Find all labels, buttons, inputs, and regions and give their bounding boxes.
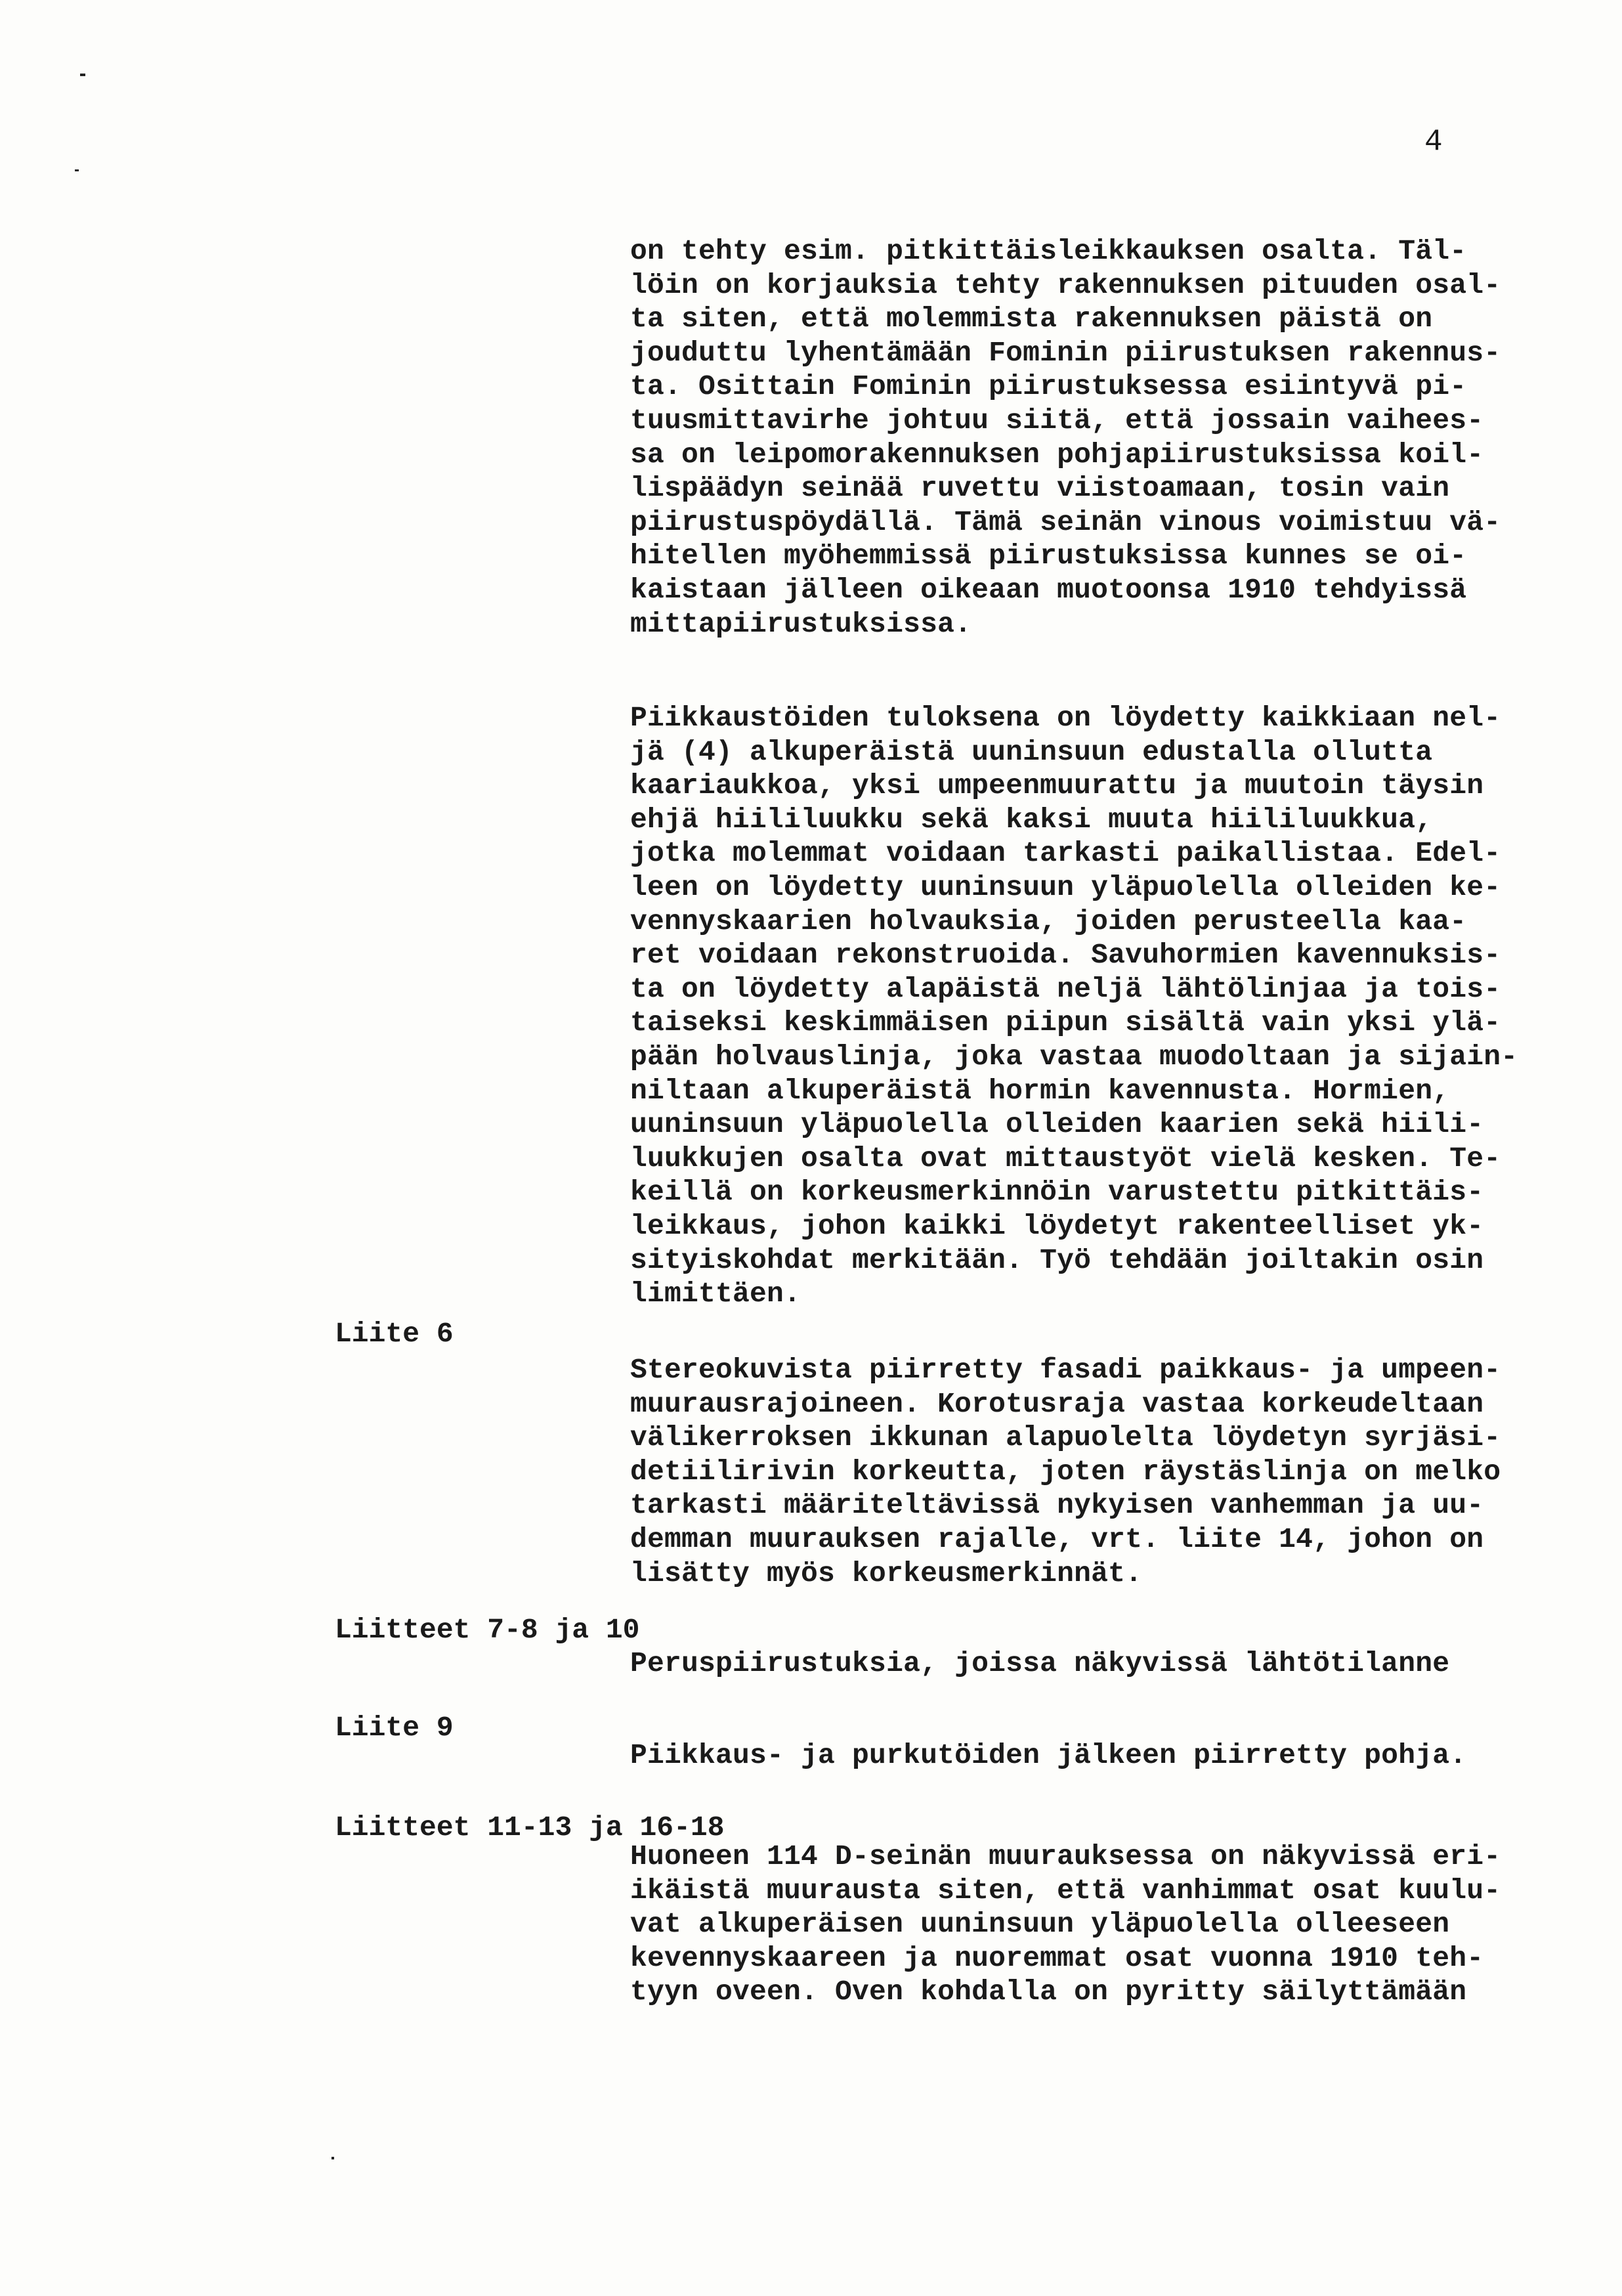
text-line: sa on leipomorakennuksen pohjapiirustuksissa koil-	[630, 438, 1484, 471]
text-line: leikkaus, johon kaikki löydetyt rakenteelliset yk-	[630, 1209, 1484, 1242]
text-line: limittäen.	[630, 1278, 801, 1310]
paragraph-appendix-9	[630, 1739, 1562, 1773]
text-line: Peruspiirustuksia, joissa näkyvissä lähtötilanne	[630, 1647, 1450, 1679]
text-line: ehjä hiililuukku sekä kaksi muuta hiililuukkua,	[630, 803, 1433, 836]
text-line: detiilirivin korkeutta, joten räystäslinja on melko	[630, 1455, 1501, 1488]
text-line: Piikkaus- ja purkutöiden jälkeen piirretty pohja.	[630, 1739, 1467, 1771]
appendix-label: Liitteet 11-13 ja 16-18	[335, 1811, 725, 1844]
text-line: lisätty myös korkeusmerkinnät.	[630, 1557, 1143, 1590]
scan-mark	[331, 2157, 334, 2159]
text-line: ta. Osittain Fominin piirustuksessa esiintyvä pi-	[630, 370, 1467, 403]
appendix-label: Liitteet 7-8 ja 10	[335, 1614, 640, 1646]
text-line: luukkujen osalta ovat mittaustyöt vielä kesken. Te-	[630, 1142, 1501, 1175]
text-line: vennyskaarien holvauksia, joiden perusteella kaa-	[630, 905, 1467, 938]
text-line: jä (4) alkuperäistä uuninsuun edustalla ollutta	[630, 735, 1433, 768]
text-line: tuusmittavirhe johtuu siitä, että jossain vaihees-	[630, 404, 1484, 437]
text-line: löin on korjauksia tehty rakennuksen pituuden osal-	[630, 269, 1501, 301]
text-line: on tehty esim. pitkittäisleikkauksen osalta. Täl-	[630, 235, 1467, 267]
text-line: mittapiirustuksissa.	[630, 607, 972, 640]
text-line: jouduttu lyhentämään Fominin piirustuksen rakennus-	[630, 336, 1501, 369]
appendix-label: Liite 6	[335, 1318, 454, 1350]
text-line: ta on löydetty alapäistä neljä lähtölinjaa ja tois-	[630, 972, 1501, 1005]
text-line: ikäistä muurausta siten, että vanhimmat osat kuulu-	[630, 1874, 1501, 1907]
text-line: demman muurauksen rajalle, vrt. liite 14, johon on	[630, 1523, 1484, 1555]
text-line: muurausrajoineen. Korotusraja vastaa korkeudeltaan	[630, 1387, 1484, 1420]
text-line: ta siten, että molemmista rakennuksen päistä on	[630, 303, 1433, 336]
paragraph-appendix-6	[630, 1353, 1562, 1590]
text-line: hitellen myöhemmissä piirustuksissa kunnes se oi-	[630, 540, 1467, 573]
text-line: pään holvauslinja, joka vastaa muodoltaan ja sijain-	[630, 1040, 1518, 1073]
text-line: kaariaukkoa, yksi umpeenmuurattu ja muutoin täysin	[630, 769, 1484, 802]
scan-mark	[80, 74, 85, 76]
text-line: kaistaan jälleen oikeaan muotoonsa 1910 tehdyissä	[630, 573, 1467, 606]
text-line: ret voidaan rekonstruoida. Savuhormien kavennuksis-	[630, 939, 1501, 972]
text-line: uuninsuun yläpuolella olleiden kaarien sekä hiili-	[630, 1108, 1484, 1141]
text-line: vat alkuperäisen uuninsuun yläpuolella olleeseen	[630, 1908, 1450, 1941]
paragraph-appendix-11-18	[630, 1840, 1562, 2009]
text-line: kevennyskaareen ja nuoremmat osat vuonna 1910 teh-	[630, 1941, 1484, 1974]
text-line: tyyn oveen. Oven kohdalla on pyritty säilyttämään	[630, 1976, 1467, 2008]
paragraph-fomin-drawings	[630, 234, 1562, 641]
text-line: Stereokuvista piirretty fasadi paikkaus- ja umpeen-	[630, 1354, 1501, 1386]
text-line: sityiskohdat merkitään. Työ tehdään joiltakin osin	[630, 1244, 1484, 1276]
text-line: keillä on korkeusmerkinnöin varustettu pitkittäis-	[630, 1176, 1484, 1209]
paragraph-chiselling-results	[630, 701, 1562, 1311]
text-line: Huoneen 114 D-seinän muurauksessa on näkyvissä eri-	[630, 1840, 1501, 1873]
text-line: lispäädyn seinää ruvettu viistoamaan, tosin vain	[630, 472, 1450, 505]
text-line: jotka molemmat voidaan tarkasti paikallistaa. Edel-	[630, 837, 1501, 870]
text-line: taiseksi keskimmäisen piipun sisältä vain yksi ylä-	[630, 1007, 1501, 1039]
text-line: leen on löydetty uuninsuun yläpuolella olleiden ke-	[630, 871, 1501, 903]
text-line: välikerroksen ikkunan alapuolelta löydetyn syrjäsi-	[630, 1421, 1501, 1454]
appendix-label: Liite 9	[335, 1712, 454, 1744]
text-line: niltaan alkuperäistä hormin kavennusta. Hormien,	[630, 1074, 1450, 1107]
text-line: piirustuspöydällä. Tämä seinän vinous voimistuu vä-	[630, 506, 1501, 538]
text-line: tarkasti määriteltävissä nykyisen vanhemman ja uu-	[630, 1489, 1484, 1522]
scan-mark	[75, 169, 79, 171]
page-number: 4	[1424, 125, 1443, 159]
paragraph-appendix-7-8-10	[630, 1647, 1562, 1681]
text-line: Piikkaustöiden tuloksena on löydetty kaikkiaan nel-	[630, 702, 1501, 734]
